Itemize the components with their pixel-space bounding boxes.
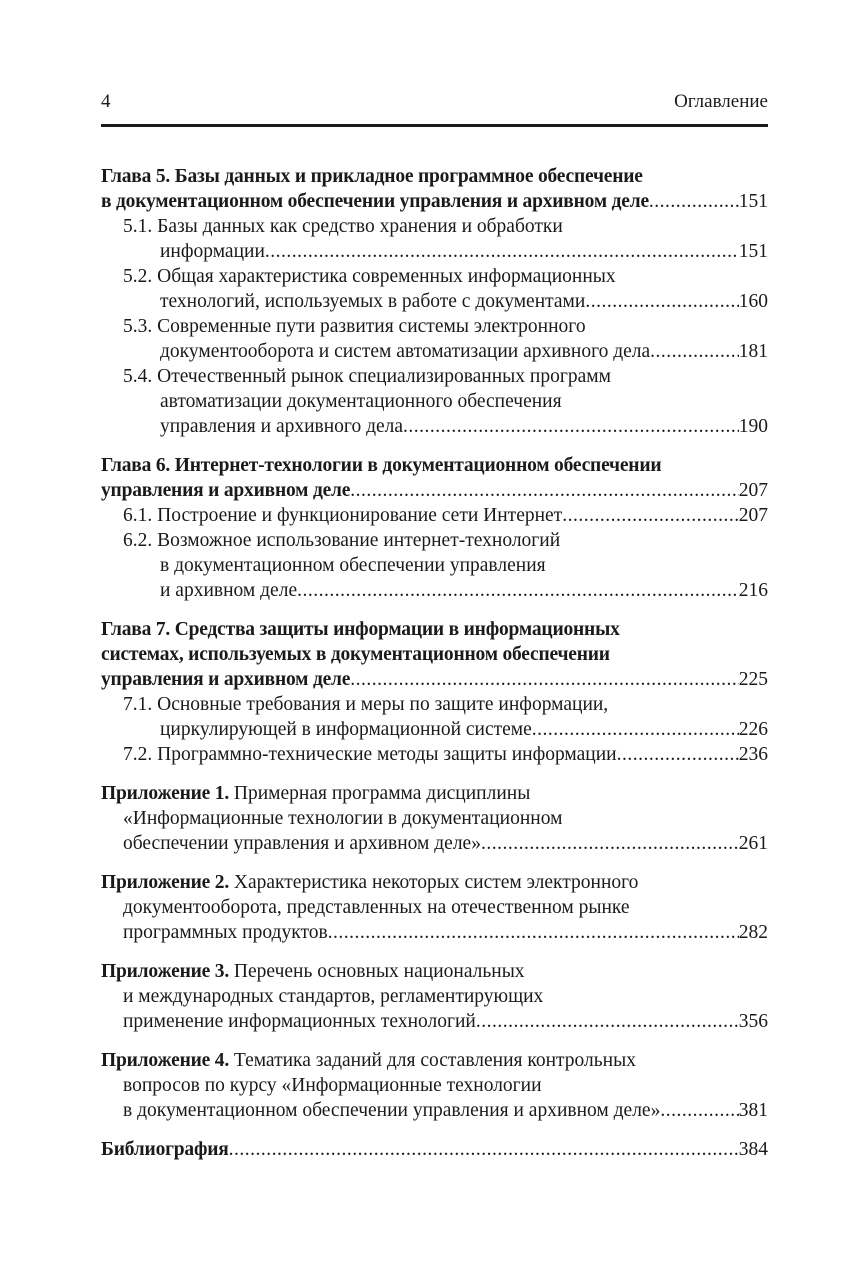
section-title: 6.2. Возможное использование интернет-технологий xyxy=(123,530,561,551)
page-ref: 225 xyxy=(738,669,768,690)
appendix-title-cont: применение информационных технологий xyxy=(123,1011,476,1032)
page-number: 4 xyxy=(101,91,111,112)
appendix-title-cont: программных продуктов xyxy=(123,922,328,943)
toc-chapter-5 xyxy=(101,164,768,439)
header-rule xyxy=(101,124,768,127)
section-title-cont: информации xyxy=(160,241,265,262)
section-title-cont: управления и архивного дела xyxy=(160,416,404,437)
toc-appendix-4 xyxy=(101,1048,768,1123)
dot-leader xyxy=(562,503,739,528)
dot-leader xyxy=(481,831,739,856)
section-title-cont: в документационном обеспечении управления xyxy=(160,555,546,576)
appendix-title: Тематика заданий для составления контрольных xyxy=(229,1050,636,1071)
page-ref: 151 xyxy=(738,191,768,212)
toc-appendix-3 xyxy=(101,959,768,1034)
toc-appendix-2 xyxy=(101,870,768,945)
appendix-label: Приложение 1. xyxy=(101,783,230,804)
section-title-cont: и архивном деле xyxy=(160,580,298,601)
appendix-title-cont: «Информационные технологии в документационном xyxy=(123,808,563,829)
page-ref: 381 xyxy=(738,1100,768,1121)
page-ref: 384 xyxy=(738,1139,768,1160)
appendix-title-cont: и международных стандартов, регламентирующих xyxy=(123,986,544,1007)
dot-leader xyxy=(350,478,738,503)
appendix-title: Перечень основных национальных xyxy=(229,961,525,982)
page-ref: 282 xyxy=(738,922,768,943)
page-ref: 190 xyxy=(738,416,768,437)
dot-leader xyxy=(350,667,738,692)
page-ref: 236 xyxy=(738,744,768,765)
toc-bibliography xyxy=(101,1137,768,1162)
section-title: 7.1. Основные требования и меры по защите информации, xyxy=(123,694,609,715)
section-title: 7.2. Программно-технические методы защиты информации xyxy=(123,744,617,765)
appendix-label: Приложение 3. xyxy=(101,961,230,982)
chapter-title-cont: в документационном обеспечении управления и архивном деле xyxy=(101,191,649,212)
section-title-cont: автоматизации документационного обеспечения xyxy=(160,391,562,412)
page-ref: 261 xyxy=(738,833,768,854)
chapter-title: Глава 6. Интернет-технологии в документационном обеспечении xyxy=(101,455,662,476)
page-ref: 207 xyxy=(738,505,768,526)
bibliography-label: Библиография xyxy=(101,1139,229,1160)
toc-appendix-1 xyxy=(101,781,768,856)
appendix-title-cont: обеспечении управления и архивном деле» xyxy=(123,833,481,854)
dot-leader xyxy=(617,742,739,767)
page-ref: 216 xyxy=(738,580,768,601)
appendix-title: Примерная программа дисциплины xyxy=(229,783,531,804)
dot-leader xyxy=(403,414,739,439)
page-ref: 207 xyxy=(738,480,768,501)
section-title: 5.2. Общая характеристика современных информационных xyxy=(123,266,616,287)
dot-leader xyxy=(229,1137,739,1162)
dot-leader xyxy=(328,920,739,945)
section-title: 5.3. Современные пути развития системы электронного xyxy=(123,316,586,337)
section-title: 5.1. Базы данных как средство хранения и обработки xyxy=(123,216,563,237)
dot-leader xyxy=(265,239,739,264)
section-title-cont: циркулирующей в информационной системе xyxy=(160,719,532,740)
chapter-title: Глава 5. Базы данных и прикладное программное обеспечение xyxy=(101,166,643,187)
dot-leader xyxy=(660,1098,738,1123)
chapter-title: Глава 7. Средства защиты информации в информационных xyxy=(101,619,620,640)
dot-leader xyxy=(650,339,739,364)
appendix-label: Приложение 4. xyxy=(101,1050,230,1071)
running-title: Оглавление xyxy=(674,91,768,112)
section-title: 6.1. Построение и функционирование сети Интернет xyxy=(123,505,563,526)
dot-leader xyxy=(476,1009,739,1034)
toc-chapter-7 xyxy=(101,617,768,767)
appendix-label: Приложение 2. xyxy=(101,872,230,893)
page-ref: 181 xyxy=(738,341,768,362)
dot-leader xyxy=(297,578,739,603)
page-ref: 226 xyxy=(738,719,768,740)
page-ref: 160 xyxy=(738,291,768,312)
section-title: 5.4. Отечественный рынок специализированных программ xyxy=(123,366,611,387)
chapter-title-cont: системах, используемых в документационном обеспечении xyxy=(101,644,610,665)
appendix-title-cont: документооборота, представленных на отечественном рынке xyxy=(123,897,630,918)
dot-leader xyxy=(585,289,738,314)
dot-leader xyxy=(532,717,739,742)
section-title-cont: технологий, используемых в работе с документами xyxy=(160,291,586,312)
appendix-title-cont: вопросов по курсу «Информационные технологии xyxy=(123,1075,542,1096)
toc-chapter-6 xyxy=(101,453,768,603)
table-of-contents xyxy=(101,164,768,1176)
chapter-title-cont: управления и архивном деле xyxy=(101,669,351,690)
page-ref: 356 xyxy=(738,1011,768,1032)
appendix-title: Характеристика некоторых систем электронного xyxy=(229,872,639,893)
appendix-title-cont: в документационном обеспечении управления и архивном деле» xyxy=(123,1100,661,1121)
dot-leader xyxy=(649,189,739,214)
chapter-title-cont: управления и архивном деле xyxy=(101,480,351,501)
section-title-cont: документооборота и систем автоматизации архивного дела xyxy=(160,341,651,362)
page-ref: 151 xyxy=(738,241,768,262)
